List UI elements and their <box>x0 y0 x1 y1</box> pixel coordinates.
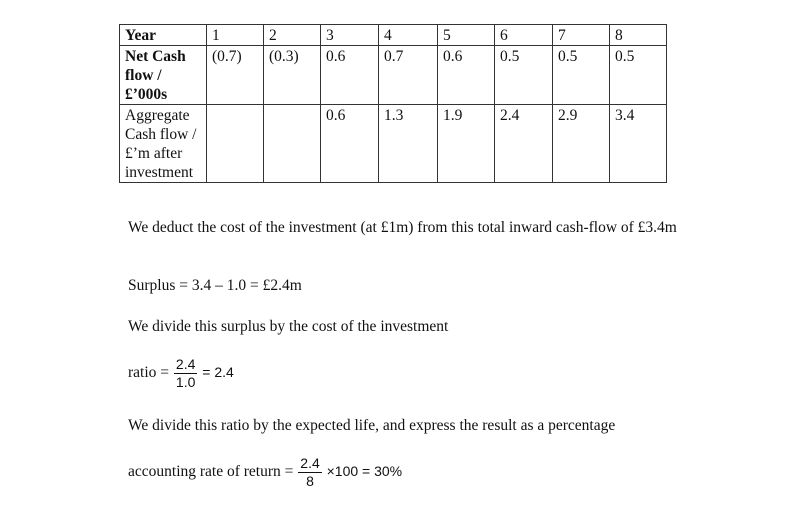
year-cell: 6 <box>495 25 553 46</box>
ratio-result: = 2.4 <box>202 364 234 381</box>
row-label-net-cash-flow: Net Cash flow / £’000s <box>120 46 207 105</box>
year-cell: 1 <box>207 25 264 46</box>
surplus-equation: Surplus = 3.4 – 1.0 = £2.4m <box>128 277 302 294</box>
arr-label: accounting rate of return = <box>128 463 294 481</box>
deduct-paragraph: We deduct the cost of the investment (at £1m) from this total inward cash-flow of £3.4m <box>128 219 677 236</box>
year-cell: 4 <box>379 25 438 46</box>
arr-equation <box>128 455 402 490</box>
ratio-denominator: 1.0 <box>175 374 196 390</box>
ratio-equation <box>128 356 234 391</box>
row-label-year: Year <box>120 25 207 46</box>
net-cash-cell: 0.5 <box>610 46 667 105</box>
year-cell: 7 <box>553 25 610 46</box>
net-cash-cell: (0.3) <box>264 46 321 105</box>
net-cash-cell: 0.6 <box>321 46 379 105</box>
arr-result: ×100 = 30% <box>326 463 403 480</box>
ratio-label: ratio = <box>128 364 170 382</box>
aggregate-cell <box>264 105 321 183</box>
net-cash-cell: 0.6 <box>438 46 495 105</box>
year-cell: 5 <box>438 25 495 46</box>
year-cell: 2 <box>264 25 321 46</box>
divide-ratio-paragraph: We divide this ratio by the expected life, and express the result as a percentage <box>128 417 616 434</box>
table-row-aggregate-cash-flow <box>120 105 667 183</box>
arr-denominator: 8 <box>306 473 314 489</box>
table-row-year <box>120 25 667 46</box>
net-cash-cell: 0.7 <box>379 46 438 105</box>
net-cash-cell: 0.5 <box>495 46 553 105</box>
year-cell: 3 <box>321 25 379 46</box>
ratio-numerator: 2.4 <box>175 356 196 372</box>
arr-fraction <box>298 455 321 490</box>
cash-flow-table <box>119 24 667 183</box>
net-cash-cell: 0.5 <box>553 46 610 105</box>
arr-numerator: 2.4 <box>300 455 320 471</box>
year-cell: 8 <box>610 25 667 46</box>
aggregate-cell: 2.4 <box>495 105 553 183</box>
aggregate-cell: 3.4 <box>610 105 667 183</box>
aggregate-cell: 1.3 <box>379 105 438 183</box>
table-row-net-cash-flow <box>120 46 667 105</box>
aggregate-cell <box>207 105 264 183</box>
aggregate-cell: 0.6 <box>321 105 379 183</box>
ratio-fraction <box>174 356 197 391</box>
divide-surplus-paragraph: We divide this surplus by the cost of the investment <box>128 318 449 335</box>
aggregate-cell: 2.9 <box>553 105 610 183</box>
net-cash-cell: (0.7) <box>207 46 264 105</box>
aggregate-cell: 1.9 <box>438 105 495 183</box>
row-label-aggregate-cash-flow: Aggregate Cash flow / £’m after investment <box>120 105 207 183</box>
